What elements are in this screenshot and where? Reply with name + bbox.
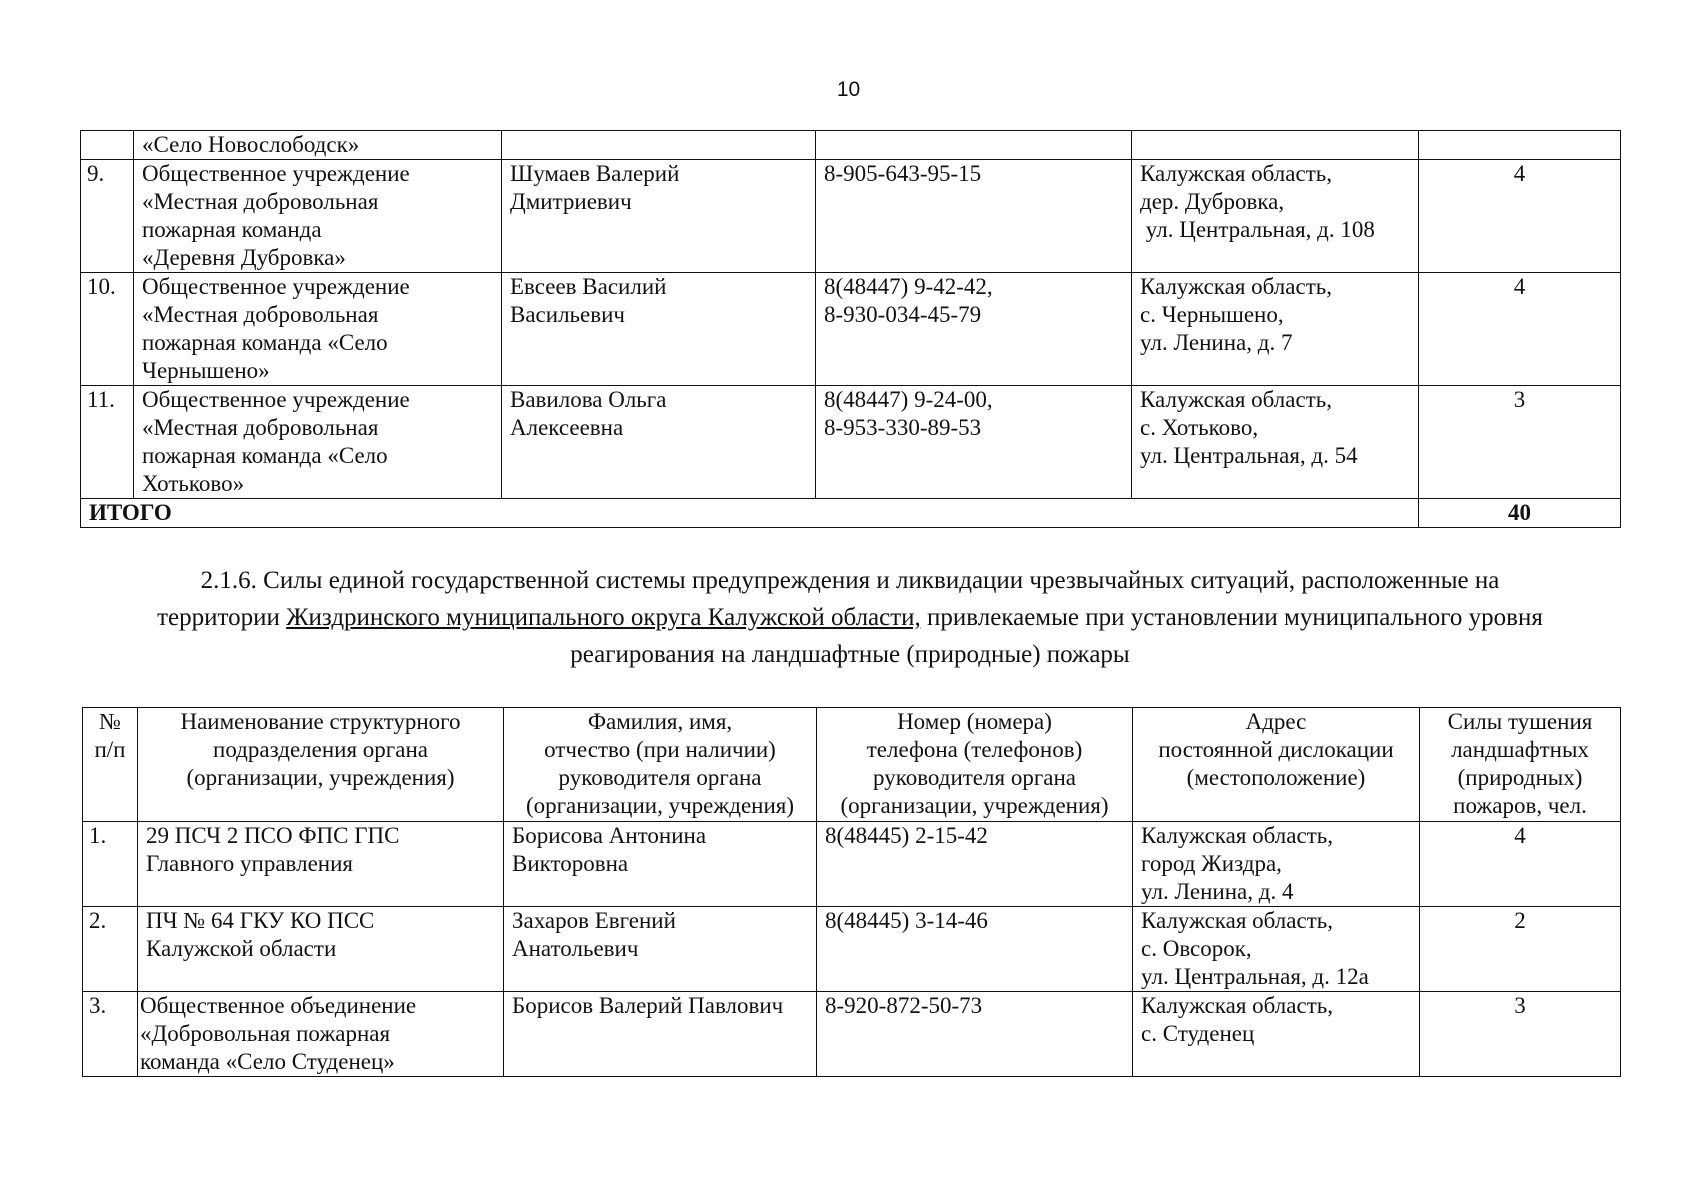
cell-line: Чернышено» [142,358,270,383]
cell-line: ул. Ленина, д. 7 [1140,330,1293,355]
cell-line: постоянной дислокации [1158,737,1394,762]
heading-line: реагирования на ландшафтные (природные) пожары [570,641,1130,668]
cell-line: Общественное учреждение [142,387,410,412]
address-cell [1132,131,1419,160]
emergency-forces-table [82,707,1621,1077]
cell-line: 8-920-872-50-73 [825,993,983,1018]
header-number [83,708,138,822]
cell-line: Захаров Евгений [512,908,676,933]
cell-line: Адрес [1245,709,1307,734]
cell-line: п/п [94,737,126,762]
organization-cell [138,822,504,907]
cell-line: 8-930-034-45-79 [824,302,982,327]
cell-line: ландшафтных [1451,737,1589,762]
cell-line: Силы тушения [1447,709,1593,734]
cell-line: 8-905-643-95-15 [824,161,982,186]
cell-line: ул. Центральная, д. 12а [1141,964,1369,989]
header-forces [1420,708,1621,822]
forces-cell: 3 [1420,992,1621,1077]
organization-cell [134,273,502,386]
phone-cell [817,992,1133,1077]
forces-cell: 3 [1419,386,1621,499]
cell-line: «Добровольная пожарная [140,1021,391,1046]
table-row [83,822,1621,907]
cell-line: Общественное учреждение [142,161,410,186]
cell-line: с. Хотьково, [1140,415,1259,440]
cell-line: с. Студенец [1141,1021,1255,1046]
district-name: Жиздринского муниципального округа Калужской области, [286,604,921,631]
cell-line: Калужская область, [1141,823,1333,848]
cell-line: «Деревня Дубровка» [142,245,346,270]
cell-line: пожарная команда «Село [142,330,388,355]
cell-line: (организации, учреждения) [525,793,795,818]
total-label: ИТОГО [81,499,1419,528]
cell-line: пожарная команда «Село [142,443,388,468]
cell-line: Главного управления [146,851,353,876]
cell-line: пожаров, чел. [1453,793,1587,818]
header-row [83,708,1621,822]
table-row [81,131,1621,160]
cell-line: (природных) [1457,765,1583,790]
phone-cell [817,907,1133,992]
cell-line: 8(48445) 2-15-42 [825,823,988,848]
cell-line: Номер (номера) [897,709,1052,734]
forces-cell: 4 [1420,822,1621,907]
row-number: 11. [81,386,134,499]
organization-cell [134,386,502,499]
cell-line: 8(48447) 9-24-00, [824,387,993,412]
cell-line: 8-953-330-89-53 [824,415,982,440]
table-row [81,273,1621,386]
row-number: 1. [83,822,138,907]
cell-line: ул. Ленина, д. 4 [1141,879,1294,904]
volunteer-fire-teams-table [80,130,1621,528]
table-row [83,992,1621,1077]
row-number: 9. [81,160,134,273]
cell-line: Хотьково» [142,471,245,496]
header-head-name [504,708,817,822]
cell-line: пожарная команда [142,217,322,242]
total-value: 40 [1419,499,1621,528]
address-cell [1132,160,1419,273]
cell-line: Шумаев Валерий [510,161,680,186]
phone-cell [816,160,1132,273]
cell-line: Калужская область, [1141,908,1333,933]
heading-text: привлекаемые при установлении муниципального уровня [920,604,1543,631]
cell-line: Алексеевна [510,415,624,440]
cell-line: Евсеев Василий [510,274,667,299]
row-number: 3. [83,992,138,1077]
heading-line [80,599,1620,636]
phone-cell [816,131,1132,160]
cell-line: Борисов Валерий Павлович [512,993,784,1018]
head-name-cell [504,822,817,907]
head-name-cell [502,160,816,273]
row-number: 2. [83,907,138,992]
cell-line: Васильевич [510,302,625,327]
cell-line: «Местная добровольная [142,415,379,440]
table-row [83,907,1621,992]
cell-line: (местоположение) [1186,765,1366,790]
head-name-cell [502,273,816,386]
head-name-cell [502,386,816,499]
cell-line: «Село Новослободск» [142,132,360,157]
cell-line: Викторовна [512,851,629,876]
cell-line: Фамилия, имя, [587,709,733,734]
cell-line: «Местная добровольная [142,189,379,214]
organization-cell [134,160,502,273]
phone-cell [816,273,1132,386]
cell-line: с. Чернышено, [1140,302,1284,327]
address-cell [1132,386,1419,499]
cell-line: Общественное учреждение [142,274,410,299]
cell-line: отчество (при наличии) [544,737,776,762]
cell-line: Калужской области [146,936,337,961]
row-number: 10. [81,273,134,386]
cell-line: Калужская область, [1140,274,1332,299]
cell-line: Калужская область, [1140,387,1332,412]
forces-cell [1419,131,1621,160]
page-number: 10 [836,78,861,101]
cell-line: № [99,709,121,734]
cell-line: руководителя органа [873,765,1076,790]
forces-cell: 4 [1419,273,1621,386]
cell-line: Калужская область, [1140,161,1332,186]
cell-line: дер. Дубровка, [1140,189,1285,214]
cell-line: команда «Село Студенец» [140,1049,395,1074]
forces-cell: 2 [1420,907,1621,992]
cell-line: 8(48447) 9-42-42, [824,274,993,299]
row-number [81,131,134,160]
cell-line: Общественное объединение [140,993,417,1018]
total-row [81,499,1621,528]
phone-cell [816,386,1132,499]
cell-line: Вавилова Ольга [510,387,667,412]
head-name-cell [504,992,817,1077]
table-row [81,386,1621,499]
cell-line: (организации, учреждения) [186,765,455,790]
forces-cell: 4 [1419,160,1621,273]
cell-line: город Жиздра, [1141,851,1282,876]
cell-line: «Местная добровольная [142,302,379,327]
cell-line: телефона (телефонов) [866,737,1083,762]
header-organization [138,708,504,822]
head-name-cell [502,131,816,160]
cell-line: подразделения органа [213,737,428,762]
address-cell [1133,907,1420,992]
address-cell [1132,273,1419,386]
cell-line: Анатольевич [512,936,639,961]
cell-line: Калужская область, [1141,993,1333,1018]
cell-line: (организации, учреждения) [840,793,1109,818]
cell-line: Борисова Антонина [512,823,707,848]
phone-cell [817,822,1133,907]
address-cell [1133,992,1420,1077]
head-name-cell [504,907,817,992]
cell-line: Наименование структурного [180,709,461,734]
organization-cell [134,131,502,160]
cell-line: ул. Центральная, д. 54 [1140,443,1358,468]
cell-line: Дмитриевич [510,189,632,214]
cell-line: руководителя органа [558,765,762,790]
section-heading [80,562,1620,673]
cell-line: с. Овсорок, [1141,936,1252,961]
organization-cell [138,992,504,1077]
header-address [1133,708,1420,822]
header-phone [817,708,1133,822]
heading-line: 2.1.6. Силы единой государственной системы предупреждения и ликвидации чрезвычайных ситуаций, расположенные на [200,567,1500,594]
cell-line: ПЧ № 64 ГКУ КО ПСС [146,908,375,933]
organization-cell [138,907,504,992]
table-row [81,160,1621,273]
cell-line: 8(48445) 3-14-46 [825,908,988,933]
cell-line: ул. Центральная, д. 108 [1140,217,1375,242]
cell-line: 29 ПСЧ 2 ПСО ФПС ГПС [146,823,400,848]
heading-text: территории [157,604,287,631]
address-cell [1133,822,1420,907]
